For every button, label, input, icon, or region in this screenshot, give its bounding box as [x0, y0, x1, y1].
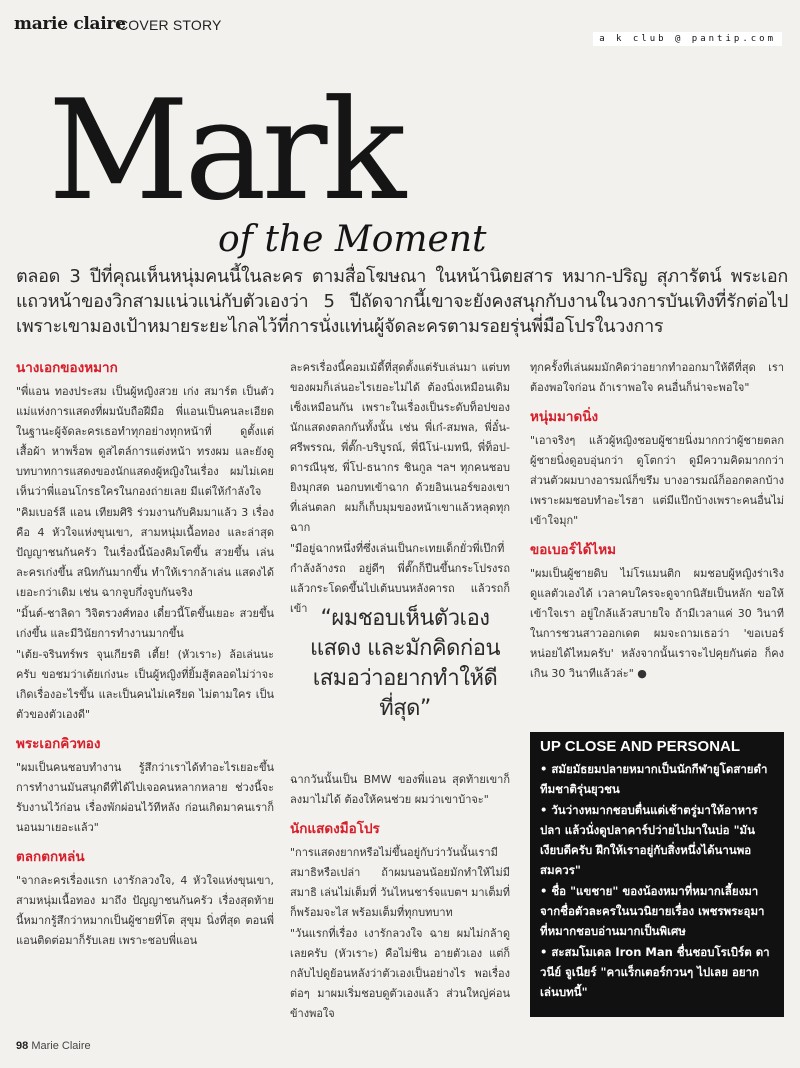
column-middle-lower: [290, 770, 510, 1025]
column-left: [16, 358, 274, 952]
body-paragraph: "มีอยู่ฉากหนึ่งที่ซึ่งเล่นเป็นกะเทยเด็กยั่วพี่เป๊กที่กำลังล้างรถ อยู่ดีๆ พี่ตั๊กก็ปีนขึ้นกระโปรงรถแล้วกระโดดขึ้นไปเต้นบนหลังคารถ แล้วรถก็เข้า: [290, 542, 510, 615]
body-paragraph: "พี่แอน ทองประสม เป็นผู้หญิงสวย เก่ง สมาร์ต เป็นตัวแม่แห่งการแสดงที่ผมนับถือฝีมือ พี่แอนเป็นคนละเอียด ในฐานะผู้จัดละครเธอทำทุกอย่างทุกหน้าที่ ดูตั้งแต่เสื้อผ้า หาพร็อพ ดูสไตล์การแต่งหน้า ทรงผม และยังดูบทบาทการแสดงของนักแสดงผู้หญิงในเรื่อง ผมไม่เคยเห็นว่าพี่แอนโกรธใครในกองถ่ายเลย มีแต่ให้กำลังใจ: [16, 385, 274, 498]
body-paragraph: "เอาจริงๆ แล้วผู้หญิงชอบผู้ชายนิ่งมากกว่าผู้ชายตลก ผู้ชายนิ่งดูอบอุ่นกว่า ดูโตกว่า ดูมีความคิดมากกว่า ส่วนตัวผมบางอารมณ์ก็ขรึม บางอารมณ์ก็ออกตลกบ้าง เพราะผมชอบทำอะไรฮา แต่มีแป๊กบ้างเพราะคนอื่นไม่เข้าใจมุก": [530, 434, 784, 527]
fact-item: • ชื่อ "แขชาย" ของน้องหมาที่หมากเลี้ยงมาจากชื่อตัวละครในนวนิยายเรื่อง เพชรพระอุมา ที่หมากชอบอ่านมากเป็นพิเศษ: [540, 884, 765, 938]
body-paragraph: "ผมเป็นผู้ชายดิบ ไม่โรแมนติก ผมชอบผู้หญิงร่าเริง ดูแลตัวเองได้ เวลาคบใครจะดูจากนิสัยเป็นหลัก ขอให้เข้าใจเรา อยู่ใกล้แล้วสบายใจ ถ้ามีเวลาแค่ 30 วินาทีในการชวนสาวออกเดต ผมจะถามเธอว่า 'ขอเบอร์หน่อยได้ไหมครับ' หลังจากนั้นเราจะไปคุยกันต่อ ก็คงเกิน 30 วินาทีแล้วล่ะ" ●: [530, 567, 784, 680]
brand-logo: marie claire: [14, 14, 126, 34]
body-paragraph: ทุกครั้งที่เล่นผมมักคิดว่าอยากทำออกมาให้ดีที่สุด เราต้องพอใจก่อน ถ้าเราพอใจ คนอื่นก็น่าจะพอใจ": [530, 361, 784, 394]
section-heading: ขอเบอร์ได้ไหม: [530, 542, 617, 558]
fact-item: • สมัยมัธยมปลายหมากเป็นนักกีฬายูโดสายดำทีมชาติรุ่นยุวชน: [540, 762, 768, 796]
column-right: [530, 358, 784, 685]
body-paragraph: "วันแรกที่เรื่อง เงารักลวงใจ ฉาย ผมไม่กล้าดูเลยครับ (หัวเราะ) คือไม่ชิน อายตัวเอง แต่ก็กลับไปดูย้อนหลังว่าตัวเองเป็นอย่างไร พอเรื่องต่อๆ มาผมเริ่มชอบดูตัวเองแล้ว ส่วนใหญ่ค่อนข้างพอใจ: [290, 927, 510, 1020]
intro-paragraph: ตลอด 3 ปีที่คุณเห็นหนุ่มคนนี้ในละคร ตามสื่อโฆษณา ในหน้านิตยสาร หมาก-ปริญ สุภารัตน์ พระเอกแถวหน้าของวิกสามแน่วแน่กับตัวเองว่า 5 ปีถัดจากนี้เขาจะยังคงสนุกกับงานในวงการบันเทิงที่รักต่อไป เพราะเขามองเป้าหมายระยะไกลไว้ที่การนั่งแท่นผู้จัดละครตามรอยรุ่นพี่มือโปรในวงการ: [16, 266, 788, 337]
article-subtitle: of the Moment: [218, 219, 487, 260]
pull-quote: “ผมชอบเห็นตัวเองแสดง และมักคิดก่อนเสมอว่าอยากทำให้ดีที่สุด”: [309, 606, 500, 721]
article-title: Mark: [48, 70, 402, 231]
footer-publication: Marie Claire: [31, 1040, 91, 1052]
up-close-box: [530, 732, 784, 1017]
section-heading: ตลกตกหล่น: [16, 849, 85, 865]
body-paragraph: ละครเรื่องนี้คอมเม้ดี้ที่สุดตั้งแต่รับเล่นมา แต่บทของผมก็เล่นอะไรเยอะไม่ได้ ต้องนิ่งเหมือนเดิมเซ็งเหมือนกัน เพราะในเรื่องเป็นระดับท็อปของนักแสดงตลกกันทั้งนั้น เช่น พี่เก๋-สมพล, พี่อั๋น-ศรีพรรณ, พี่ตั๊ก-บริบูรณ์, พี่นีโน่-เมทนี, พี่ท็อป-ดารณีนุช, พี่โป-ธนากร ชินกูล ฯลฯ ทุกคนชอบยิงมุกสด นอกบทเข้าฉาก ด้วยอินเนอร์ของเขาที่เล่นตลก ผมก็เก็บมุมของหน้าเขาแล้วหลุดทุกฉาก: [290, 361, 510, 534]
fact-item: • สะสมโมเดล Iron Man ชื่นชอบโรเบิร์ต ดาวนีย์ จูเนียร์ "คาแร็กเตอร์กวนๆ ไปเลย อยากเล่นบทนี้": [540, 945, 770, 999]
section-label: COVER STORY: [118, 17, 222, 33]
body-paragraph: "การแสดงยากหรือไม่ขึ้นอยู่กับว่าวันนั้นเรามีสมาธิหรือเปล่า ถ้าผมนอนน้อยมักทำให้ไม่มีสมาธิ เล่นไม่เต็มที่ วันไหนชาร์จแบตฯ มาเต็มที่ก็พร้อมจะไส พร้อมเต็มที่ทุกบทบาท: [290, 846, 510, 919]
column-middle: [290, 358, 510, 620]
section-heading: พระเอกคิวทอง: [16, 736, 101, 752]
body-paragraph: "ผมเป็นคนชอบทำงาน รู้สึกว่าเราได้ทำอะไรเยอะขึ้น การทำงานมันสนุกดีที่ได้ไปเจอคนหลากหลาย ช่วงนี้จะรับงานไว้ก่อน เรื่องพักผ่อนไว้ทีหลัง ก่อนเกิดมาคนเราก็นอนมาเยอะแล้ว": [16, 761, 274, 834]
section-heading: หนุ่มมาดนิ่ง: [530, 409, 599, 425]
body-paragraph: ฉากวันนั้นเป็น BMW ของพี่แอน สุดท้ายเขาก็ลงมาไม่ได้ ต้องให้คนช่วย ผมว่าเขาบ้าจะ": [290, 773, 510, 806]
body-paragraph: "มิ้นต์-ชาลิดา วิจิตรวงศ์ทอง เดี๋ยวนี้โตขึ้นเยอะ สวยขึ้น เก่งขึ้น และมีวินัยการทำงานมากขึ้น: [16, 607, 274, 640]
body-paragraph: "จากละครเรื่องแรก เงารักลวงใจ, 4 หัวใจแห่งขุนเขา, สามหนุ่มเนื้อทอง มาถึง ปัญญาชนก้นครัว เรื่องสุดท้ายนี้หมากรู้สึกว่าหมากเป็นผู้ชายที่โต สุขุม นิ่งที่สุด ตอนพี่แอนติดต่อมาก็รับเลย เพราะชอบพี่แอน: [16, 874, 274, 947]
body-paragraph: "คิมเบอร์ลี แอน เทียมศิริ ร่วมงานกับคิมมาแล้ว 3 เรื่อง คือ 4 หัวใจแห่งขุนเขา, สามหนุ่มเนื้อทอง และล่าสุด ปัญญาชนก้นครัว ในเรื่องนี้น้องคิมโตขึ้น สวยขึ้น เล่นละครเก่งขึ้น สนิทกันมากขึ้น ทำให้เรากล้าเล่น แสดงได้เยอะกว่าเดิม เช่น ฉากจูบกึ่งจูบกันจริง: [16, 506, 274, 599]
source-tag: a k club @ pantip.com: [593, 32, 782, 46]
section-heading: นางเอกของหมาก: [16, 360, 118, 376]
section-heading: นักแสดงมือโปร: [290, 821, 380, 837]
fact-list: [540, 759, 774, 1002]
page-number: 98: [16, 1040, 29, 1052]
box-title: UP CLOSE AND PERSONAL: [540, 738, 741, 755]
body-paragraph: "เต้ย-จรินทร์พร จุนเกียรติ เตี้ย! (หัวเราะ) ล้อเล่นนะครับ ขอชมว่าเต้ยเก่งนะ เป็นผู้หญิงที่ยิ้มสู้ตลอดไม่ว่าจะเกิดเรื่องอะไรขึ้น และเป็นคนไม่เครียด ไม่ตามใคร เป็นตัวของตัวเองดี": [16, 648, 274, 721]
page-footer: [16, 1040, 91, 1052]
fact-item: • วันว่างหมากชอบตื่นแต่เช้าตรู่มาให้อาหารปลา แล้วนั่งดูปลาคาร์ปว่ายไปมาในบ่อ "มันเงียบดีครับ ฝึกให้เราอยู่กับสิ่งหนึ่งได้นานพอสมควร": [540, 803, 758, 877]
